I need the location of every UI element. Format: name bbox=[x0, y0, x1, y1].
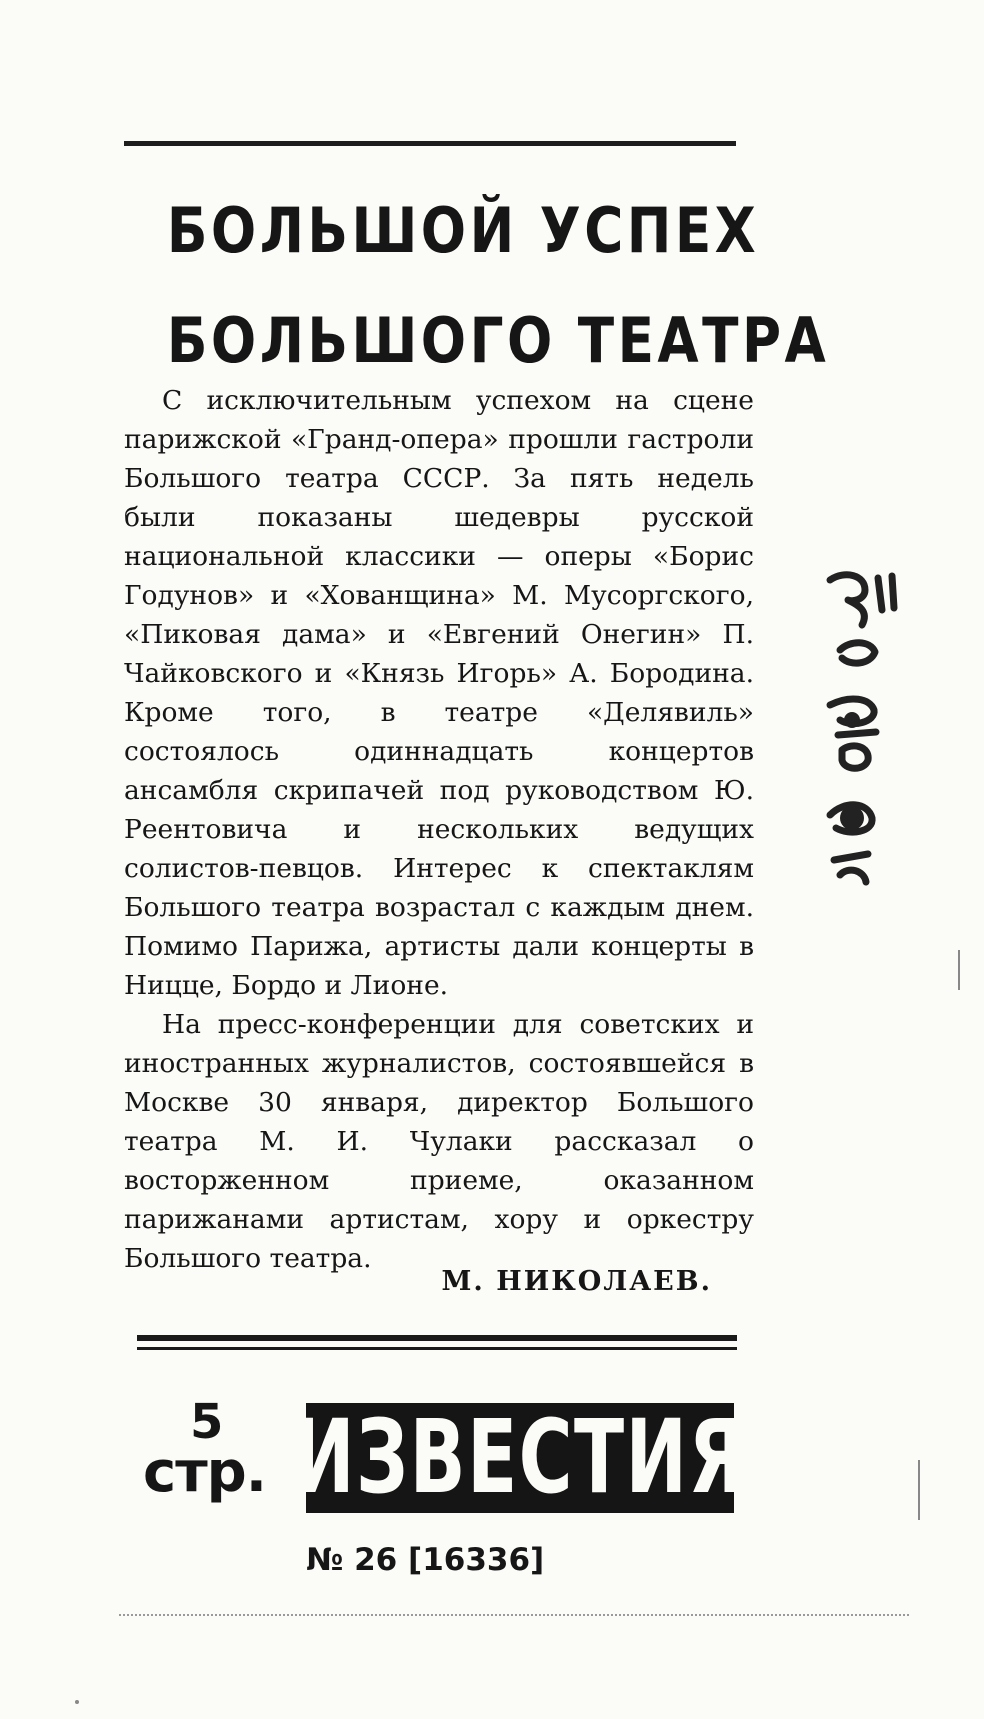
article-body bbox=[124, 381, 754, 1278]
bottom-cut-line bbox=[119, 1614, 909, 1616]
headline-line-1: БОЛЬШОЙ УСПЕХ bbox=[166, 194, 760, 267]
issue-number: № 26 [16336] bbox=[306, 1542, 545, 1578]
masthead-rule-thick bbox=[137, 1335, 737, 1341]
handwritten-date-note bbox=[790, 570, 940, 950]
scan-edge-mark bbox=[918, 1460, 920, 1520]
article-paragraph-2: На пресс-конференции для советских и иностранных журналистов, состоявшейся в Москве 30 января, директор Большого театра М. И. Чулаки рассказал о восторженном приеме, оказанном парижанами артистам, хору и оркестру Большого театра. bbox=[124, 1009, 754, 1274]
page-number: 5 bbox=[190, 1394, 224, 1450]
scan-edge-mark bbox=[958, 950, 960, 990]
newspaper-masthead bbox=[293, 1398, 747, 1517]
page-abbreviation: стр. bbox=[143, 1440, 267, 1505]
newspaper-name: ИЗВЕСТИЯ bbox=[293, 1398, 747, 1517]
masthead-rule-thin bbox=[137, 1347, 737, 1350]
article-headline bbox=[166, 176, 830, 396]
article-paragraph-1: С исключительным успехом на сцене парижской «Гранд-опера» прошли гастроли Большого театра СССР. За пять недель были показаны шедевры русской национальной классики — оперы «Борис Годунов» и «Хованщина» М. Мусоргского, «Пиковая дама» и «Евгений Онегин» П. Чайковского и «Князь Игорь» А. Бородина. Кроме того, в театре «Делявиль» состоялось одиннадцать концертов ансамбля скрипачей под руководством Ю. Реентовича и нескольких ведущих солистов-певцов. Интерес к спектаклям Большого театра возрастал с каждым днем. Помимо Парижа, артисты дали концерты в Ницце, Бордо и Лионе. bbox=[124, 385, 754, 1001]
top-rule bbox=[124, 141, 736, 146]
headline-line-2: БОЛЬШОГО ТЕАТРА bbox=[166, 304, 830, 377]
scan-edge-mark bbox=[75, 1700, 79, 1704]
author-signature: М. НИКОЛАЕВ. bbox=[441, 1266, 712, 1297]
